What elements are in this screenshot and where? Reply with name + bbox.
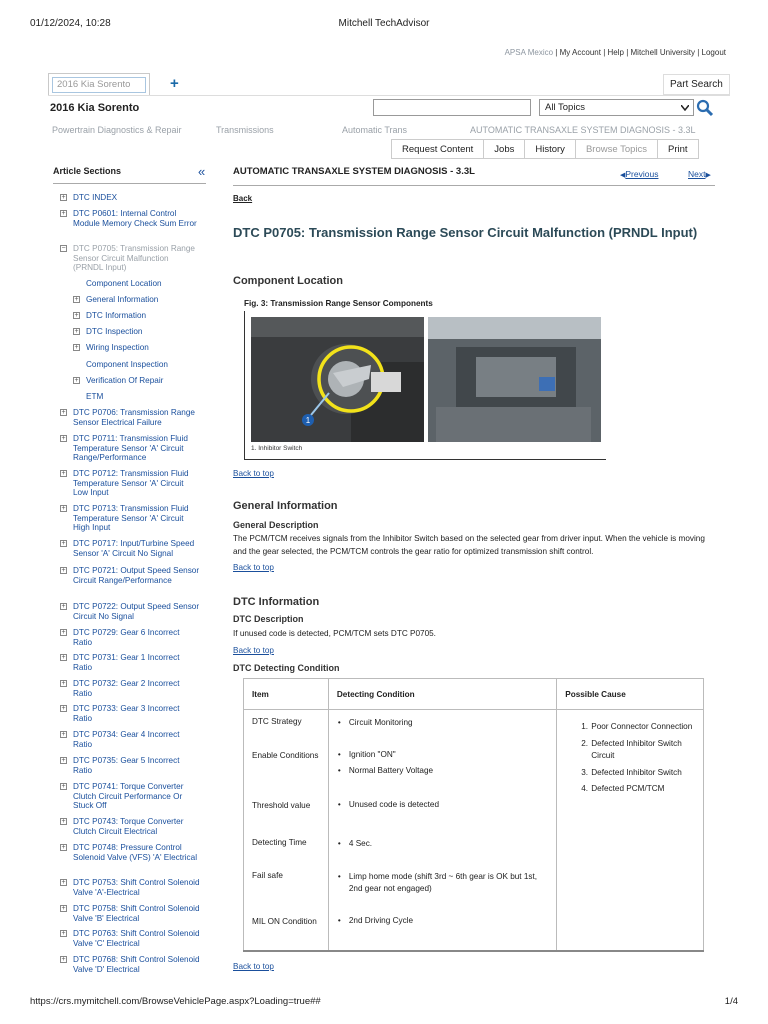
table-cell: Enable Conditions <box>244 747 329 790</box>
chevron-right-icon: ▶ <box>705 172 711 179</box>
table-cell <box>328 790 556 830</box>
condition-bullet: • Ignition "ON" <box>337 749 548 762</box>
request-content-button[interactable]: Request Content <box>392 140 484 158</box>
next-link[interactable]: Next▶ <box>688 169 711 179</box>
expand-icon[interactable]: + <box>61 879 66 886</box>
condition-bullet: • Circuit Monitoring <box>337 717 548 730</box>
sidebar-item[interactable]: + DTC P0722: Output Speed Sensor Circuit No Signal <box>61 602 200 621</box>
condition-bullet: • 4 Sec. <box>337 838 548 851</box>
expand-icon[interactable]: + <box>61 654 66 661</box>
table-cell: DTC Strategy <box>244 710 329 747</box>
sidebar-subitem[interactable]: + DTC Inspection <box>74 327 143 336</box>
article-title: AUTOMATIC TRANSAXLE SYSTEM DIAGNOSIS - 3.3L <box>233 166 475 177</box>
sidebar-item[interactable]: + DTC P0748: Pressure Control Solenoid Valve (VFS) 'A' Electrical <box>61 843 198 862</box>
sidebar-item[interactable]: + DTC P0763: Shift Control Solenoid Valve 'C' Electrical <box>61 929 200 948</box>
sidebar-item[interactable]: + DTC P0731: Gear 1 Incorrect Ratio <box>61 653 180 672</box>
browse-topics-button[interactable]: Browse Topics <box>576 140 658 158</box>
print-button[interactable]: Print <box>668 144 688 155</box>
cause-item: 1. Poor Connector Connection <box>591 721 695 734</box>
condition-bullet: • 2nd Driving Cycle <box>337 915 548 928</box>
breadcrumb-item[interactable]: AUTOMATIC TRANSAXLE SYSTEM DIAGNOSIS - 3.3L <box>470 125 696 135</box>
nav-separator: | <box>555 48 558 57</box>
sidebar-item[interactable]: + DTC P0711: Transmission Fluid Temperature Sensor 'A' Circuit Range/Performance <box>61 434 188 463</box>
condition-bullet: • Unused code is detected <box>337 799 548 812</box>
my-account-link[interactable]: My Account <box>559 48 601 57</box>
sidebar-item[interactable]: + DTC P0713: Transmission Fluid Temperature Sensor 'A' Circuit High Input <box>61 504 189 533</box>
sidebar-subitem[interactable]: + Verification Of Repair <box>74 376 164 385</box>
sidebar-item[interactable]: + DTC P0743: Torque Converter Clutch Circuit Electrical <box>61 817 184 836</box>
sidebar-item[interactable]: + DTC P0721: Output Speed Sensor Circuit Range/Performance <box>61 566 200 585</box>
expand-icon[interactable]: + <box>61 757 66 764</box>
expand-icon[interactable]: + <box>61 409 66 416</box>
back-link[interactable]: Back <box>233 194 253 203</box>
table-row <box>244 710 704 747</box>
table-header: Possible Cause <box>557 679 704 710</box>
previous-link[interactable]: ◀Previous <box>620 169 659 179</box>
jobs-button[interactable]: Jobs <box>484 140 525 158</box>
expand-icon[interactable]: + <box>61 470 66 477</box>
sidebar-subitem[interactable]: Component Location <box>86 279 162 288</box>
cause-number: 2. <box>581 738 589 748</box>
expand-icon[interactable]: + <box>61 680 66 687</box>
chevron-down-icon <box>681 105 689 111</box>
sidebar-item[interactable]: + DTC P0706: Transmission Range Sensor Electrical Failure <box>61 408 195 427</box>
condition-bullet: • Normal Battery Voltage <box>337 765 548 778</box>
dtc-title: DTC P0705: Transmission Range Sensor Circuit Malfunction (PRNDL Input) <box>233 225 698 240</box>
toolbar <box>391 139 699 159</box>
callout-number: 1 <box>305 416 311 425</box>
figure-image <box>251 317 607 448</box>
expand-icon[interactable]: + <box>61 818 66 825</box>
cause-item: 4. Defected PCM/TCM <box>591 783 695 796</box>
expand-icon[interactable]: + <box>61 540 66 547</box>
expand-icon[interactable]: + <box>61 629 66 636</box>
expand-icon[interactable]: + <box>61 844 66 851</box>
detecting-condition-heading: DTC Detecting Condition <box>233 663 340 673</box>
sidebar-divider <box>53 183 206 184</box>
collapse-box-icon[interactable]: − <box>61 245 66 252</box>
expand-icon[interactable]: + <box>61 567 66 574</box>
condition-bullet: • Limp home mode (shift 3rd ~ 6th gear is OK but 1st, 2nd gear not engaged) <box>337 871 548 896</box>
cause-number: 4. <box>581 784 589 793</box>
back-to-top-link[interactable]: Back to top <box>233 962 274 971</box>
cause-number: 1. <box>581 722 589 731</box>
figure-caption: Fig. 3: Transmission Range Sensor Components <box>244 299 433 308</box>
nav-separator: | <box>626 48 629 57</box>
expand-icon[interactable]: + <box>61 930 66 937</box>
sidebar-item[interactable]: + DTC P0717: Input/Turbine Speed Sensor 'A' Circuit No Signal <box>61 539 195 558</box>
component-location-heading: Component Location <box>233 275 343 287</box>
expand-icon[interactable]: + <box>61 435 66 442</box>
topics-select[interactable] <box>539 99 694 116</box>
back-to-top-link[interactable]: Back to top <box>233 646 274 655</box>
sidebar-subitem[interactable]: + DTC Information <box>74 311 147 320</box>
detecting-condition-table <box>243 678 704 952</box>
table-header: Item <box>244 679 329 710</box>
content-divider <box>233 185 715 186</box>
history-button[interactable]: History <box>525 140 576 158</box>
expand-icon[interactable]: + <box>61 194 66 201</box>
expand-icon[interactable]: + <box>74 344 79 351</box>
figure-legend: 1. Inhibitor Switch <box>251 445 303 452</box>
table-cell <box>328 830 556 865</box>
part-search-button[interactable]: Part Search <box>663 74 730 95</box>
sidebar-item[interactable]: + DTC P0734: Gear 4 Incorrect Ratio <box>61 730 180 749</box>
table-cell <box>328 710 556 747</box>
top-nav <box>505 48 726 57</box>
tab-divider <box>48 95 730 96</box>
expand-icon[interactable]: + <box>61 956 66 963</box>
dtc-description-text: If unused code is detected, PCM/TCM sets DTC P0705. <box>233 629 436 638</box>
topics-select-value: All Topics <box>545 102 585 113</box>
table-cell: Detecting Time <box>244 830 329 865</box>
sidebar-subitem[interactable]: ETM <box>86 392 104 401</box>
search-icon[interactable] <box>696 99 714 117</box>
table-header: Detecting Condition <box>328 679 556 710</box>
possible-cause-cell <box>557 710 704 951</box>
table-cell <box>328 747 556 790</box>
apsa-link[interactable]: APSA Mexico <box>504 48 554 57</box>
cause-number: 3. <box>581 767 589 777</box>
sidebar-item[interactable]: + DTC P0753: Shift Control Solenoid Valve 'A'-Electrical <box>61 878 200 897</box>
back-to-top-link[interactable]: Back to top <box>233 469 274 478</box>
sidebar-item[interactable]: + DTC P0732: Gear 2 Incorrect Ratio <box>61 679 180 698</box>
table-cell: Threshold value <box>244 790 329 830</box>
vehicle-title: 2016 Kia Sorento <box>50 102 140 114</box>
sidebar-item[interactable]: + DTC P0733: Gear 3 Incorrect Ratio <box>61 704 180 723</box>
breadcrumb-item[interactable]: Transmissions <box>216 125 274 135</box>
help-link[interactable]: Help <box>607 48 624 57</box>
table-cell <box>328 913 556 951</box>
dtc-description-heading: DTC Description <box>233 614 304 624</box>
sidebar-item-active[interactable]: − DTC P0705: Transmission Range Sensor Circuit Malfunction (PRNDL Input) <box>61 244 195 273</box>
search-input[interactable] <box>373 99 531 116</box>
general-description-text: The PCM/TCM receives signals from the Inhibitor Switch based on the selected gear from driver input. When the vehicle is moving and the gear selected, the PCM/TCM controls the gear ratio for optimized transmission shift control. <box>233 534 705 556</box>
expand-icon[interactable]: + <box>74 377 79 384</box>
chevron-left-icon: ◀ <box>620 172 626 179</box>
table-cell: MIL ON Condition <box>244 913 329 951</box>
figure-frame <box>244 311 606 460</box>
sidebar-item[interactable]: + DTC P0601: Internal Control Module Memory Check Sum Error <box>61 209 197 228</box>
add-tab-icon[interactable]: + <box>170 75 179 92</box>
table-cell <box>328 865 556 913</box>
expand-icon[interactable]: + <box>74 296 79 303</box>
expand-icon[interactable]: + <box>61 603 66 610</box>
vehicle-tab-label: 2016 Kia Sorento <box>52 77 146 93</box>
general-description-heading: General Description <box>233 520 319 530</box>
sidebar-item[interactable]: + DTC P0712: Transmission Fluid Temperature Sensor 'A' Circuit Low Input <box>61 469 189 498</box>
sidebar-item[interactable]: + DTC P0735: Gear 5 Incorrect Ratio <box>61 756 180 775</box>
print-title: Mitchell TechAdvisor <box>338 18 430 29</box>
logout-link[interactable]: Logout <box>701 48 726 57</box>
breadcrumb-item[interactable]: Automatic Trans <box>342 125 408 135</box>
cause-item: 3. Defected Inhibitor Switch <box>591 767 695 780</box>
sidebar-item[interactable]: + DTC P0741: Torque Converter Clutch Circuit Performance Or Stuck Off <box>61 782 184 811</box>
expand-icon[interactable]: + <box>61 210 66 217</box>
dtc-information-heading: DTC Information <box>233 596 320 608</box>
sidebar-subitem[interactable]: Component Inspection <box>86 360 168 369</box>
expand-icon[interactable]: + <box>61 505 66 512</box>
expand-icon[interactable]: + <box>74 312 79 319</box>
expand-icon[interactable]: + <box>61 783 66 790</box>
collapse-icon[interactable]: « <box>198 164 206 179</box>
sidebar-heading: Article Sections <box>53 166 122 176</box>
sidebar-item[interactable]: + DTC INDEX <box>61 193 118 202</box>
sidebar-item[interactable]: + DTC P0729: Gear 6 Incorrect Ratio <box>61 628 180 647</box>
expand-icon[interactable]: + <box>61 731 66 738</box>
table-header-row <box>244 679 704 710</box>
table-cell: Fail safe <box>244 865 329 913</box>
footer-page: 1/4 <box>724 996 738 1007</box>
vehicle-tab[interactable] <box>48 73 150 95</box>
sidebar-item[interactable]: + DTC P0768: Shift Control Solenoid Valve 'D' Electrical <box>61 955 200 974</box>
breadcrumb-item[interactable]: Powertrain Diagnostics & Repair <box>52 125 182 135</box>
nav-separator: | <box>603 48 606 57</box>
sidebar-item[interactable]: + DTC P0758: Shift Control Solenoid Valve 'B' Electrical <box>61 904 200 923</box>
expand-icon[interactable]: + <box>61 705 66 712</box>
expand-icon[interactable]: + <box>74 328 79 335</box>
print-datetime: 01/12/2024, 10:28 <box>30 18 111 29</box>
nav-separator: | <box>697 48 700 57</box>
footer-url: https://crs.mymitchell.com/BrowseVehiclePage.aspx?Loading=true## <box>30 996 321 1007</box>
university-link[interactable]: Mitchell University <box>630 48 695 57</box>
sidebar-subitem[interactable]: + General Information <box>74 295 159 304</box>
back-to-top-link[interactable]: Back to top <box>233 563 274 572</box>
sidebar-subitem[interactable]: + Wiring Inspection <box>74 343 149 352</box>
general-information-heading: General Information <box>233 500 338 512</box>
expand-icon[interactable]: + <box>61 905 66 912</box>
cause-item: 2. Defected Inhibitor Switch Circuit <box>581 738 682 760</box>
